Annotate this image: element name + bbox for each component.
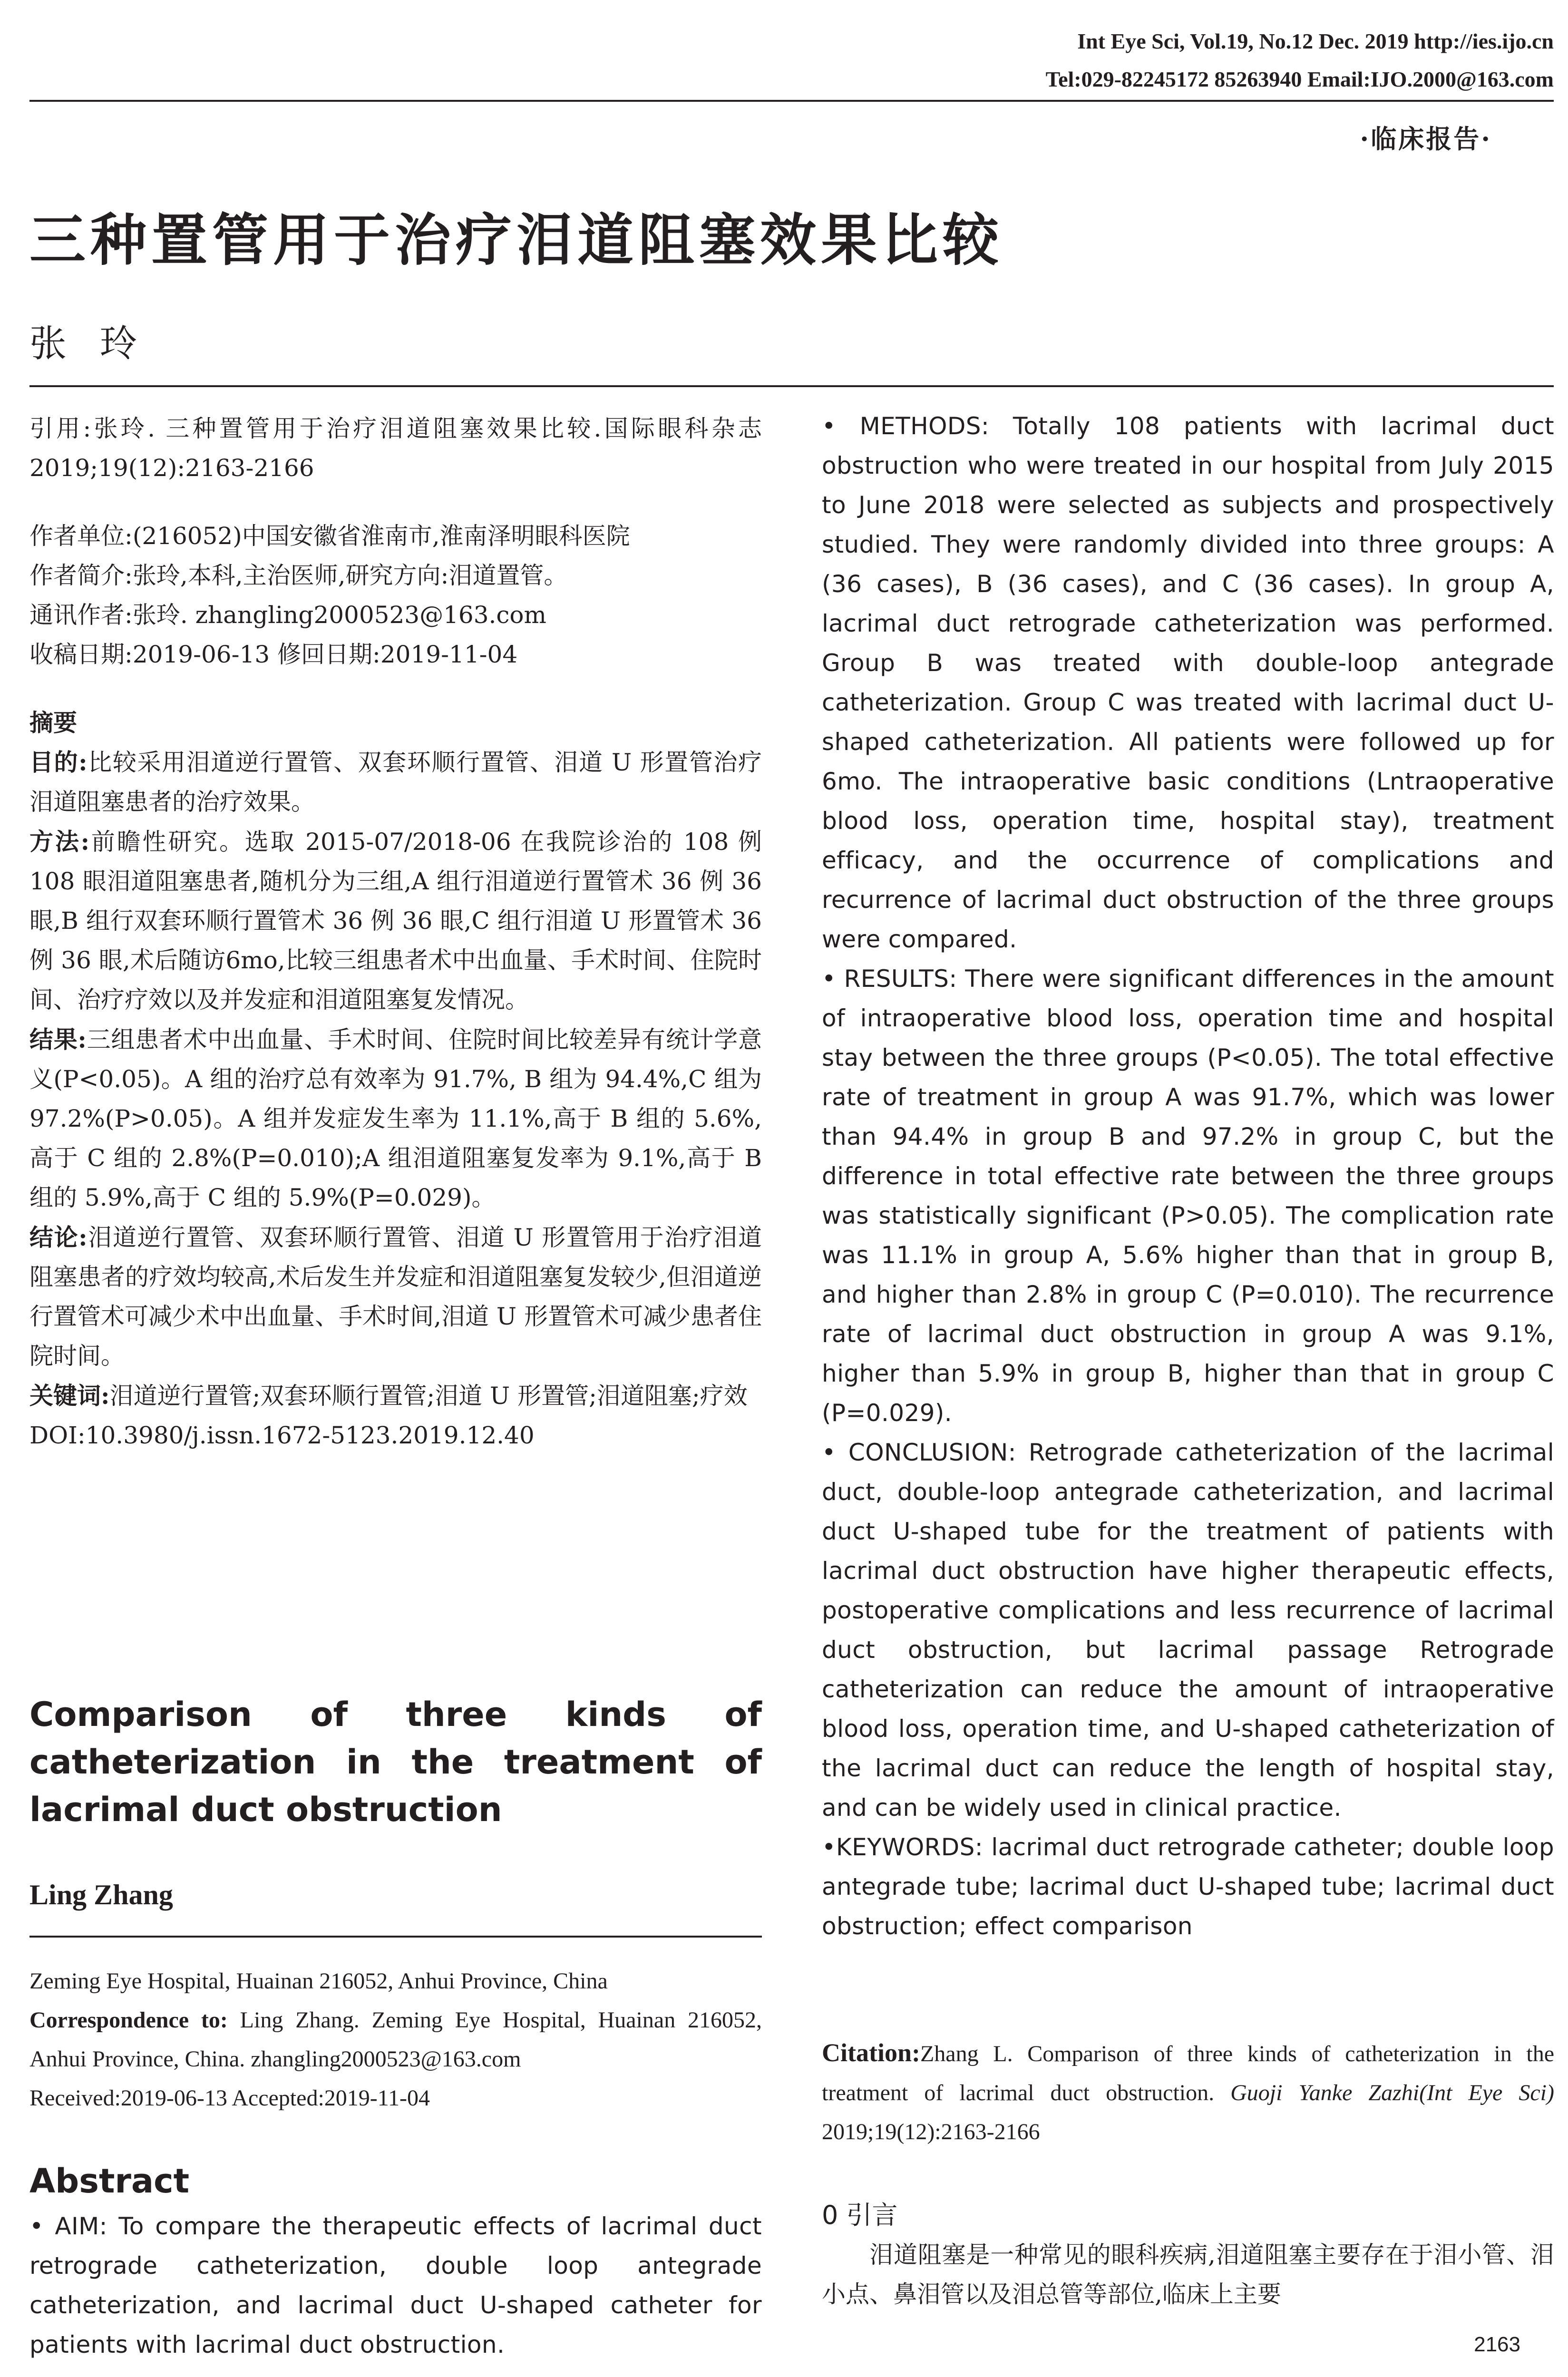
citation-journal: Guoji Yanke Zazhi(Int Eye Sci) bbox=[1230, 2080, 1554, 2105]
results-label: 结果: bbox=[29, 1025, 87, 1053]
results-en: • RESULTS: There were significant differences in the amount of intraoperative blood loss, operation time and hospital stay between the three groups (P<0.05). The total effective rate of treatment in group A was 91.7%, which was lower than 94.4% in group B and 97.2% in group C, but the difference in total effective rate between the three groups was statistically significant (P>0.05). The complication rate was 11.1% in group A, 5.6% higher than that in group B, and higher than 2.8% in group C (P=0.010). The recurrence rate of lacrimal duct obstruction in group A was 9.1%, higher than 5.9% in group B, higher than that in group C (P=0.029). bbox=[822, 965, 1554, 1427]
methods-text: 前瞻性研究。选取 2015-07/2018-06 在我院诊治的 108 例 108 眼泪道阻塞患者,随机分为三组,A 组行泪道逆行置管术 36 例 36 眼,B 组行双套环顺行置管术 36 例 36 眼,C 组行泪道 U 形置管术 36 例 36 眼,术后随访6mo,比较三组患者术中出血量、手术时间、住院时间、治疗疗效以及并发症和泪道阻塞复发情况。 bbox=[29, 828, 762, 1013]
abstract-heading-en: Abstract bbox=[29, 2162, 190, 2201]
results-text: 三组患者术中出血量、手术时间、住院时间比较差异有统计学意义(P<0.05)。A 组的治疗总有效率为 91.7%, B 组为 94.4%,C 组为 97.2%(P>0.05)。A 组并发症发生率为 11.1%,高于 B 组的 5.6%,高于 C 组的 2.8%(P=0.010);A 组泪道阻塞复发率为 9.1%,高于 B 组的 5.9%,高于 C 组的 5.9%(P=0.029)。 bbox=[29, 1026, 762, 1211]
affiliation-en bbox=[29, 1962, 762, 2118]
correspondence-label: Correspondence to: bbox=[29, 2007, 228, 2033]
citation-cn: 引用:张玲. 三种置管用于治疗泪道阻塞效果比较.国际眼科杂志 2019;19(12):2163-2166 bbox=[29, 415, 762, 482]
abstract-heading-cn: 摘要 bbox=[29, 709, 77, 737]
right-column-en bbox=[822, 407, 1554, 1946]
keywords-en: •KEYWORDS: lacrimal duct retrograde catheter; double loop antegrade tube; lacrimal duct U-shaped tube; lacrimal duct obstruction; effect comparison bbox=[822, 1833, 1554, 1940]
paper-title-en: Comparison of three kinds of catheterization in the treatment of lacrimal duct obstruction bbox=[29, 1695, 762, 1829]
citation-volume: 2019;19(12):2163-2166 bbox=[822, 2119, 1040, 2144]
journal-header-line2: Tel:029-82245172 85263940 Email:IJO.2000@163.com bbox=[1045, 67, 1554, 91]
aim-cn bbox=[29, 742, 762, 822]
citation-text: Zhang L. Comparison of three kinds of catheterization in the treatment of lacrimal duct obstruction. bbox=[822, 2041, 1554, 2105]
journal-header-line1: Int Eye Sci, Vol.19, No.12 Dec. 2019 http://ies.ijo.cn bbox=[1077, 29, 1554, 53]
paper-title-cn: 三种置管用于治疗泪道阻塞效果比较 bbox=[29, 207, 1004, 273]
correspondence-en bbox=[29, 2001, 762, 2079]
page-number: 2163 bbox=[1474, 2333, 1520, 2356]
author-rule bbox=[29, 1936, 762, 1938]
author-unit: 作者单位:(216052)中国安徽省淮南市,淮南泽明眼科医院 bbox=[29, 522, 630, 550]
citation-label: Citation: bbox=[822, 2038, 920, 2067]
doi: DOI:10.3980/j.issn.1672-5123.2019.12.40 bbox=[29, 1422, 535, 1449]
aim-en: • AIM: To compare the therapeutic effects of lacrimal duct retrograde catheterization, double loop antegrade catheterization, and lacrimal duct U-shaped catheter for patients with lacrimal duct obstruction. bbox=[29, 2212, 762, 2358]
methods-cn bbox=[29, 822, 762, 1020]
corresponding-author: 通讯作者:张玲. zhangling2000523@163.com bbox=[29, 601, 546, 629]
citation-en bbox=[822, 2033, 1554, 2152]
conclusion-cn bbox=[29, 1218, 762, 1376]
received-accepted: Received:2019-06-13 Accepted:2019-11-04 bbox=[29, 2085, 430, 2111]
aim-text: 比较采用泪道逆行置管、双套环顺行置管、泪道 U 形置管治疗泪道阻塞患者的治疗效果。 bbox=[29, 749, 762, 816]
conclusion-en: • CONCLUSION: Retrograde catheterization of the lacrimal duct, double-loop antegrade catheterization, and lacrimal duct U-shaped tube for the treatment of patients with lacrimal duct obstruction have higher therapeutic effects, postoperative complications and less recurrence of lacrimal duct obstruction, but lacrimal passage Retrograde catheterization can reduce the amount of intraoperative blood loss, operation time, and U-shaped catheterization of the lacrimal duct can reduce the length of hospital stay, and can be widely used in clinical practice. bbox=[822, 1439, 1554, 1822]
correspondence-text: Ling Zhang. Zeming Eye Hospital, Huainan 216052, Anhui Province, China. zhangling2000523@163.com bbox=[29, 2007, 762, 2072]
left-column-cn bbox=[29, 409, 762, 1455]
keywords-cn bbox=[29, 1376, 762, 1416]
affiliation-line: Zeming Eye Hospital, Huainan 216052, Anhui Province, China bbox=[29, 1968, 608, 1994]
intro-heading: 0 引言 bbox=[822, 2200, 898, 2230]
received-dates: 收稿日期:2019-06-13 修回日期:2019-11-04 bbox=[29, 641, 518, 668]
author-bio: 作者简介:张玲,本科,主治医师,研究方向:泪道置管。 bbox=[29, 562, 568, 589]
methods-label: 方法: bbox=[29, 828, 90, 856]
methods-en: • METHODS: Totally 108 patients with lacrimal duct obstruction who were treated in our hospital from July 2015 to June 2018 were selected as subjects and prospectively studied. They were randomly divided into three groups: A (36 cases), B (36 cases), and C (36 cases). In group A, lacrimal duct retrograde catheterization was performed. Group B was treated with double-loop antegrade catheterization. Group C was treated with lacrimal duct U-shaped catheterization. All patients were followed up for 6mo. The intraoperative basic conditions (Lntraoperative blood loss, operation time, hospital stay), treatment efficacy, and the occurrence of complications and recurrence of lacrimal duct obstruction of the three groups were compared. bbox=[822, 412, 1554, 953]
author-cn: 张玲 bbox=[29, 322, 171, 365]
author-en: Ling Zhang bbox=[29, 1879, 173, 1910]
conclusion-text: 泪道逆行置管、双套环顺行置管、泪道 U 形置管用于治疗泪道阻塞患者的疗效均较高,术后发生并发症和泪道阻塞复发较少,但泪道逆行置管术可减少术中出血量、手术时间,泪道 U 形置管术可减少患者住院时间。 bbox=[29, 1224, 762, 1370]
conclusion-label: 结论: bbox=[29, 1223, 88, 1251]
intro-text: 泪道阻塞是一种常见的眼科疾病,泪道阻塞主要存在于泪小管、泪小点、鼻泪管以及泪总管等部位,临床上主要 bbox=[822, 2241, 1554, 2308]
keywords-label: 关键词: bbox=[29, 1382, 110, 1410]
aim-label: 目的: bbox=[29, 748, 88, 776]
header-rule bbox=[29, 100, 1554, 102]
title-rule bbox=[29, 385, 1554, 387]
results-cn bbox=[29, 1020, 762, 1218]
keywords-text: 泪道逆行置管;双套环顺行置管;泪道 U 形置管;泪道阻塞;疗效 bbox=[109, 1382, 748, 1410]
section-tag: ·临床报告· bbox=[1360, 124, 1492, 154]
